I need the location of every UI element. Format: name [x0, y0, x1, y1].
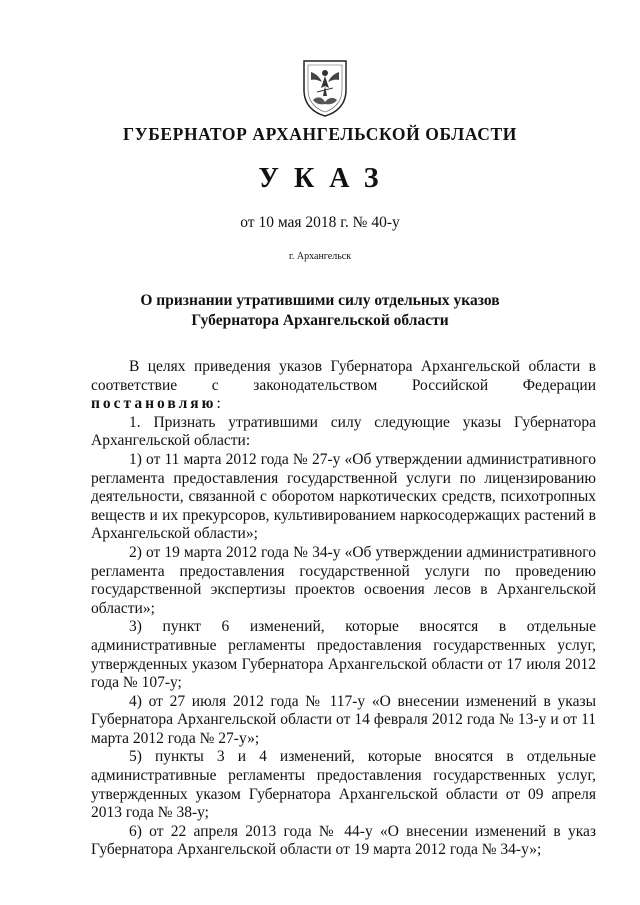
body-paragraph: 2) от 19 марта 2012 года № 34-у «Об утверждении административного регламента предоставления государственной услуги по проведению государственной экспертизы проектов освоения лесов в Архангельской области»;: [91, 543, 596, 617]
body-paragraph: 6) от 22 апреля 2013 года № 44-у «О внесении изменений в указ Губернатора Архангельской области от 19 марта 2012 года № 34-у»;: [91, 822, 596, 859]
document-title-line: Губернатора Архангельской области: [191, 311, 449, 329]
document-title: [0, 291, 640, 330]
preamble-text: В целях приведения указов Губернатора Архангельской области в соответствие с законодательством Российской Федерации: [91, 358, 596, 394]
document-place: г. Архангельск: [288, 251, 352, 262]
document-title-line: О признании утратившими силу отдельных указов: [140, 292, 500, 309]
body-paragraph: 4) от 27 июля 2012 года № 117-у «О внесении изменений в указы Губернатора Архангельской области от 14 февраля 2012 года № 13-у и от 11 марта 2012 года № 27-у»;: [91, 692, 596, 747]
decree-word: постановляю: [91, 395, 217, 413]
coat-of-arms-icon: [301, 58, 349, 118]
document-type: УКАЗ: [258, 163, 394, 194]
document-date-number: от 10 мая 2018 г. № 40-у: [240, 214, 400, 231]
body-paragraph: 3) пункт 6 изменений, которые вносятся в отдельные административные регламенты предоставления государственных услуг, утвержденных указом Губернатора Архангельской области от 17 июля 2012 года № 107-у;: [91, 618, 596, 692]
body-paragraph: 1. Признать утратившими силу следующие указы Губернатора Архангельской области:: [91, 413, 596, 450]
document-body: [91, 358, 596, 860]
issuing-authority: ГУБЕРНАТОР АРХАНГЕЛЬСКОЙ ОБЛАСТИ: [123, 124, 517, 144]
decree-colon: :: [216, 395, 221, 413]
body-paragraph: 5) пункты 3 и 4 изменений, которые вносятся в отдельные административные регламенты предоставления государственных услуг, утвержденных указом Губернатора Архангельской области от 09 апреля 2013 года № 38-у;: [91, 748, 596, 822]
preamble-paragraph: [91, 358, 596, 414]
body-paragraph: 1) от 11 марта 2012 года № 27-у «Об утверждении административного регламента предоставления государственной услуги по лицензированию деятельности, связанной с оборотом наркотических средств, психотропных веществ и их прекурсоров, культивированием наркосодержащих растений в Архангельской области»;: [91, 450, 596, 543]
